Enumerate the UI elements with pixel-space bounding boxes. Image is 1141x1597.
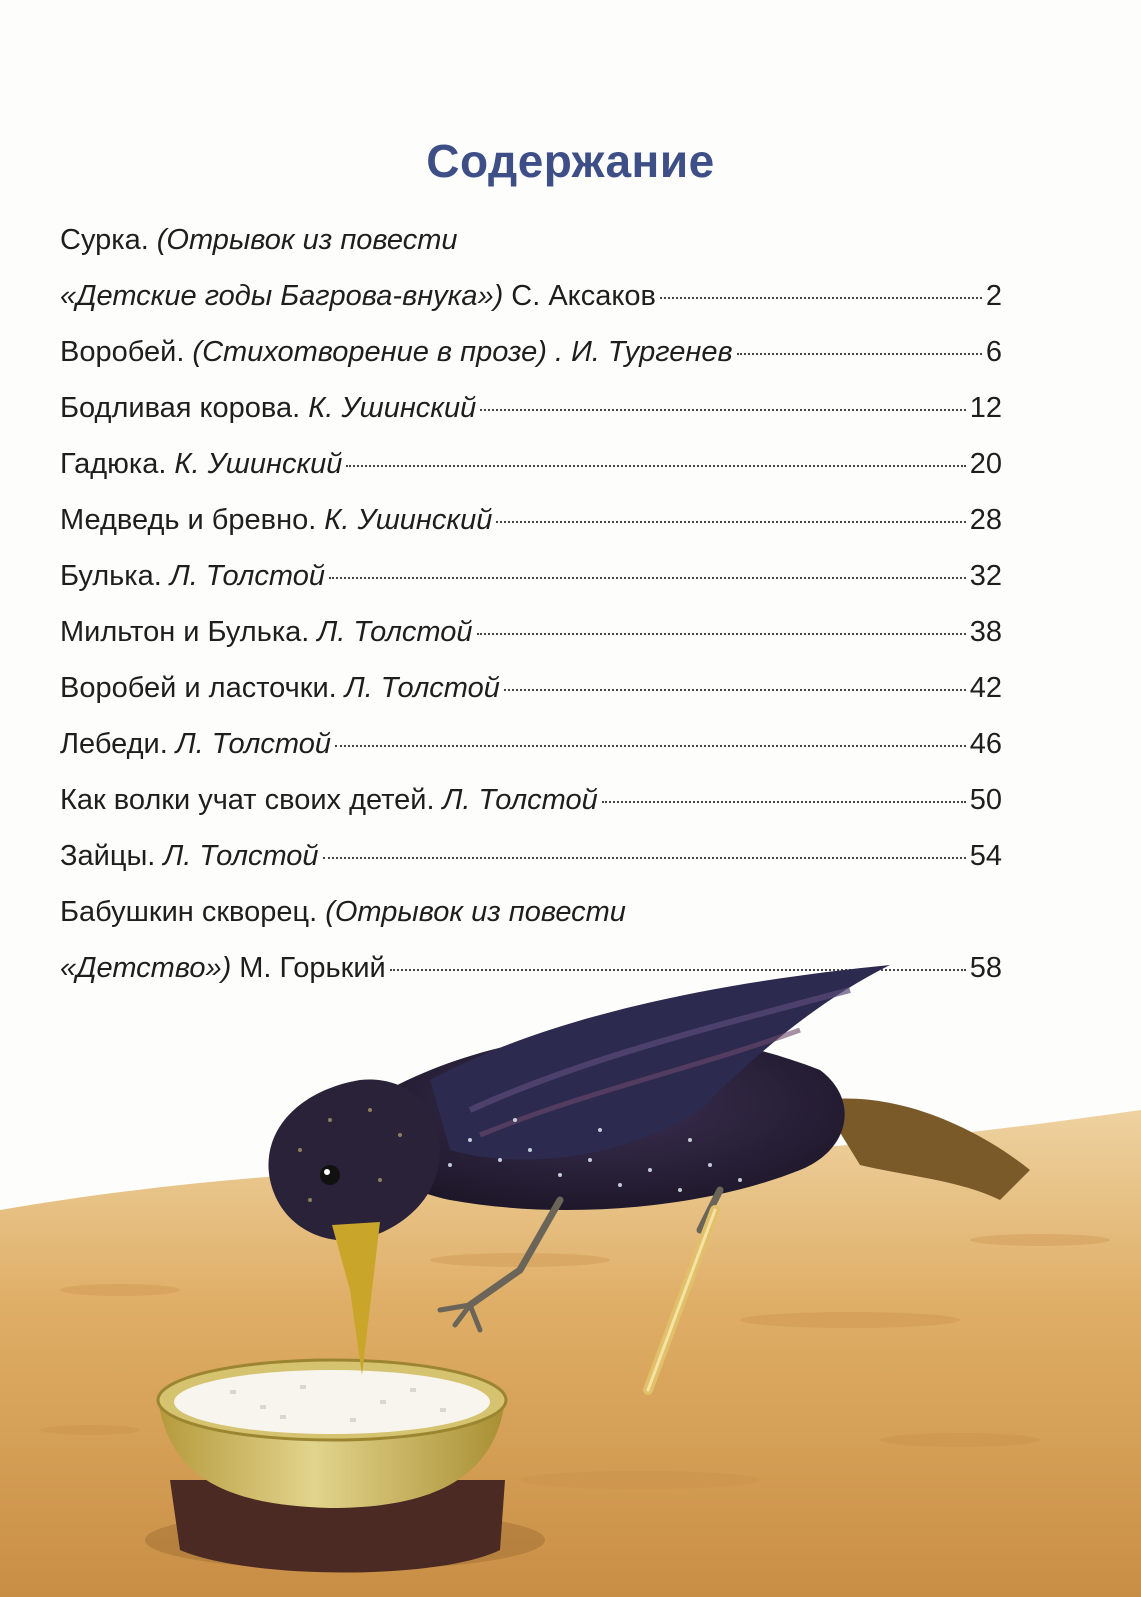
toc-row[interactable]: [60, 324, 1002, 380]
toc-page-number: 58: [969, 952, 1002, 984]
toc-author: М. Горький: [239, 952, 386, 984]
table-of-contents: [60, 212, 1002, 996]
toc-author: Л. Толстой: [442, 784, 598, 816]
toc-leader-dots: [660, 296, 982, 299]
toc-story-title: Бабушкин скворец.: [60, 896, 318, 928]
toc-row[interactable]: [60, 212, 1002, 268]
toc-story-title: Бодливая корова.: [60, 392, 301, 424]
toc-row[interactable]: [60, 436, 1002, 492]
toc-row[interactable]: [60, 548, 1002, 604]
toc-story-title: Как волки учат своих детей.: [60, 784, 435, 816]
toc-page-number: 50: [969, 784, 1002, 816]
toc-subtitle: (Отрывок из повести: [156, 224, 458, 256]
toc-author: И. Тургенев: [571, 336, 733, 368]
toc-row[interactable]: [60, 660, 1002, 716]
toc-story-title: Медведь и бревно.: [60, 504, 317, 536]
toc-page-number: 12: [969, 392, 1002, 424]
toc-story-title: Зайцы.: [60, 840, 156, 872]
toc-story-title: Сурка.: [60, 224, 149, 256]
toc-subtitle: (Стихотворение в прозе) .: [192, 336, 564, 368]
toc-leader-dots: [480, 408, 966, 411]
toc-author: Л. Толстой: [344, 672, 500, 704]
toc-page-number: 46: [969, 728, 1002, 760]
toc-story-title: Воробей и ласточки.: [60, 672, 337, 704]
toc-page-number: 54: [969, 840, 1002, 872]
toc-author: Л. Толстой: [169, 560, 325, 592]
toc-author: Л. Толстой: [317, 616, 473, 648]
toc-leader-dots: [323, 856, 966, 859]
bird-eye: [320, 1165, 340, 1185]
toc-subtitle: (Отрывок из повести: [325, 896, 626, 928]
starling-eating-from-bowl-illustration: [0, 960, 1141, 1597]
toc-row[interactable]: [60, 716, 1002, 772]
toc-page-number: 32: [969, 560, 1002, 592]
toc-story-title: Воробей.: [60, 336, 185, 368]
toc-story-title: Лебеди.: [60, 728, 168, 760]
toc-story-title: Мильтон и Булька.: [60, 616, 310, 648]
toc-author: К. Ушинский: [324, 504, 493, 536]
toc-story-title: Булька.: [60, 560, 162, 592]
toc-author: Л. Толстой: [175, 728, 331, 760]
toc-subtitle: «Детство»): [60, 952, 232, 984]
toc-leader-dots: [602, 800, 966, 803]
toc-story-title: Гадюка.: [60, 448, 167, 480]
toc-page-number: 28: [969, 504, 1002, 536]
toc-row[interactable]: [60, 268, 1002, 324]
page-title: Содержание: [426, 135, 715, 187]
toc-leader-dots: [477, 632, 966, 635]
toc-page-number: 6: [985, 336, 1002, 368]
toc-row[interactable]: [60, 604, 1002, 660]
toc-row[interactable]: [60, 884, 1002, 940]
toc-author: К. Ушинский: [174, 448, 343, 480]
toc-leader-dots: [346, 464, 965, 467]
toc-row[interactable]: [60, 772, 1002, 828]
toc-row[interactable]: [60, 492, 1002, 548]
toc-page-number: 42: [969, 672, 1002, 704]
toc-author: Л. Толстой: [163, 840, 319, 872]
toc-page-number: 38: [969, 616, 1002, 648]
toc-row[interactable]: [60, 380, 1002, 436]
toc-leader-dots: [329, 576, 966, 579]
toc-row[interactable]: [60, 828, 1002, 884]
toc-subtitle: «Детские годы Багрова-внука»): [60, 280, 504, 312]
toc-leader-dots: [737, 352, 982, 355]
rice: [174, 1370, 490, 1434]
toc-author: С. Аксаков: [511, 280, 656, 312]
toc-page-number: 20: [969, 448, 1002, 480]
toc-leader-dots: [335, 744, 966, 747]
toc-author: К. Ушинский: [308, 392, 477, 424]
toc-page-number: 2: [985, 280, 1002, 312]
toc-leader-dots: [496, 520, 965, 523]
toc-leader-dots: [504, 688, 966, 691]
